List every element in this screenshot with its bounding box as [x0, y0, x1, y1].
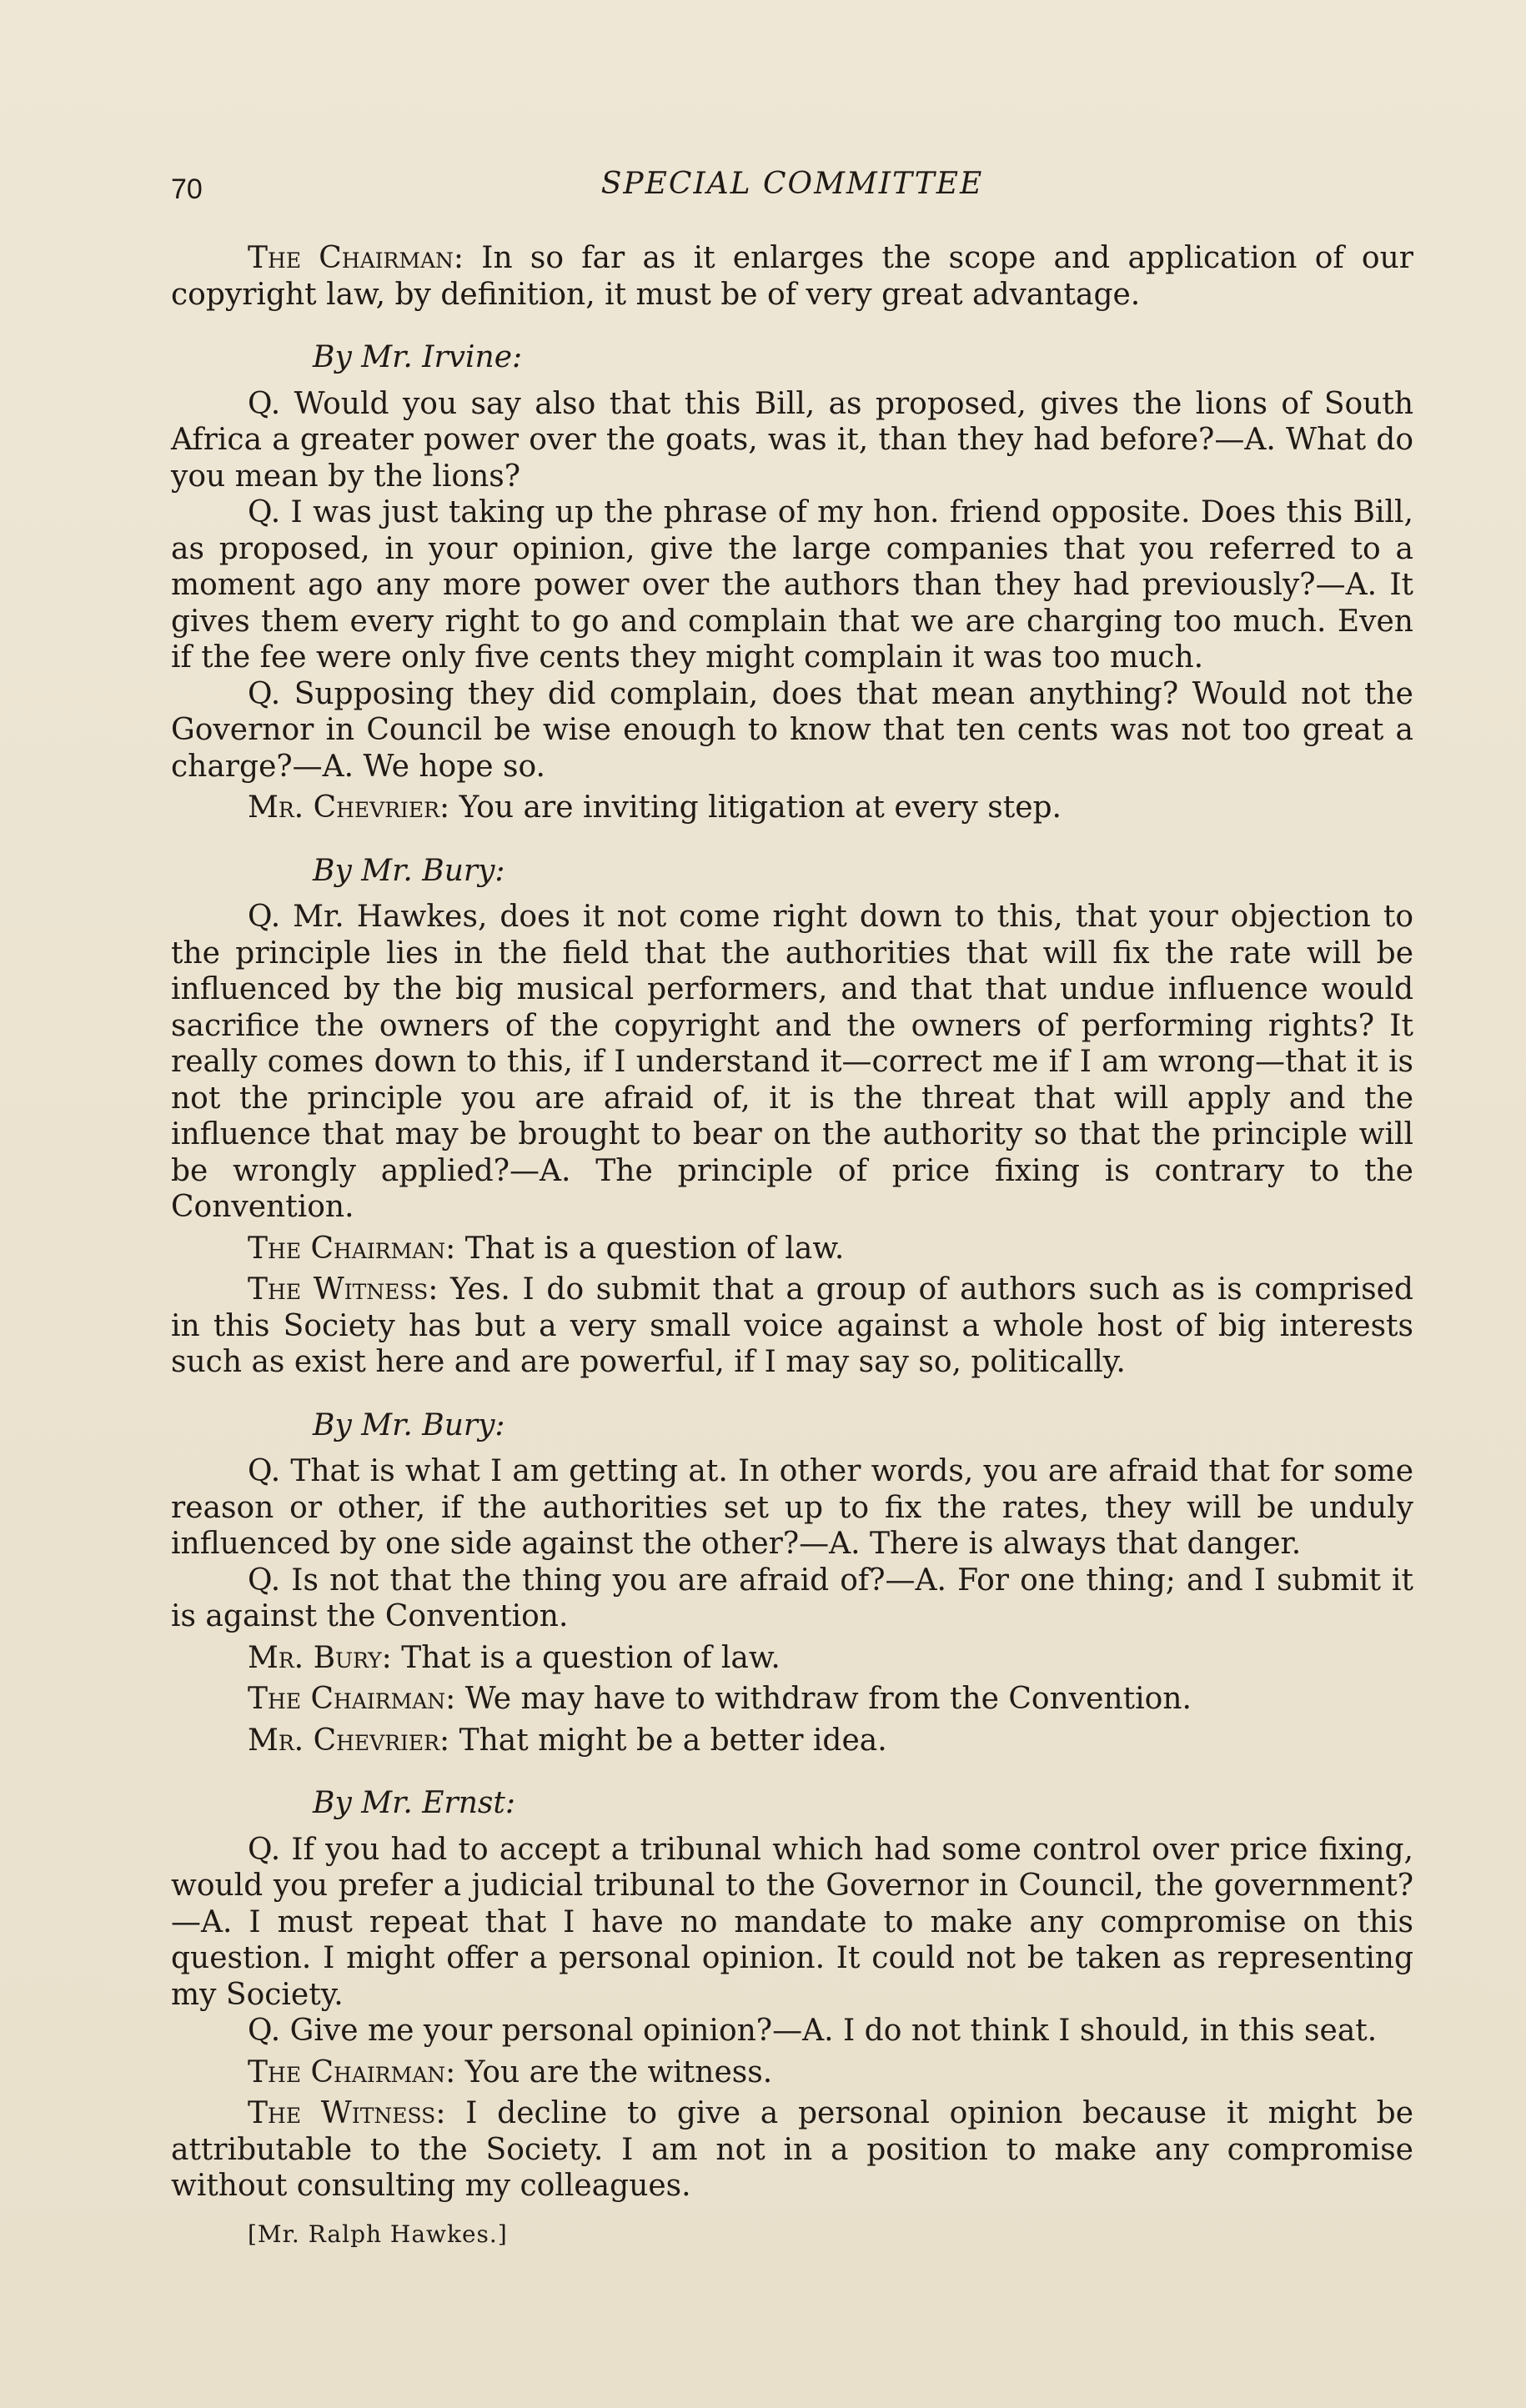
- speech-text: That is a question of law.: [401, 1640, 781, 1675]
- speaker-name: The Witness: [248, 1272, 429, 1307]
- running-title: SPECIAL COMMITTEE: [600, 167, 984, 201]
- speech-paragraph: The Chairman: In so far as it enlarges the scope and application of our copyright law, by definition, it must be of very great advantage.: [171, 241, 1413, 312]
- speaker-name: The Chairman: [248, 1682, 446, 1716]
- question-answer: Q. Is not that the thing you are afraid of?—A. For one thing; and I submit it is against the Convention.: [171, 1563, 1413, 1633]
- speaker-name: The Witness: [248, 2096, 436, 2130]
- byline: By Mr. Bury:: [313, 1407, 505, 1442]
- page-header: [171, 167, 1413, 217]
- speech-text: We may have to withdraw from the Convention.: [464, 1682, 1192, 1716]
- question-answer: Q. I was just taking up the phrase of my hon. friend opposite. Does this Bill, as proposed, in your opinion, give the large companies that you referred to a moment ago any more power over the authors than they had previously?—A. It gives them every right to go and complain that we are charging too much. Even if the fee were only five cents they might complain it was too much.: [171, 495, 1413, 675]
- speaker-name: Mr. Chevrier: [248, 1723, 439, 1758]
- byline: By Mr. Irvine:: [313, 340, 523, 374]
- speaker-name: The Chairman: [248, 2054, 446, 2089]
- speaker-name: Mr. Chevrier: [248, 790, 439, 825]
- question-answer: Q. Supposing they did complain, does that mean anything? Would not the Governor in Council be wise enough to know that ten cents was not too great a charge?—A. We hope so.: [171, 676, 1413, 784]
- speech-paragraph: Mr. Bury: That is a question of law.: [248, 1640, 781, 1675]
- question-answer: Q. Mr. Hawkes, does it not come right down to this, that your objection to the principle lies in the field that the authorities that will fix the rate will be influenced by the big musical performers, and that that undue influence would sacrifice the owners of the copyright and the owners of performing rights? It really comes down to this, if I understand it—correct me if I am wrong—that it is not the principle you are afraid of, it is the threat that will apply and the influence that may be brought to bear on the authority so that the principle will be wrongly applied?—A. The principle of price fixing is contrary to the Convention.: [171, 900, 1413, 1224]
- witness-footnote: [Mr. Ralph Hawkes.]: [248, 2220, 508, 2248]
- transcript-body: [171, 235, 1413, 2252]
- byline: By Mr. Ernst:: [313, 1786, 515, 1820]
- byline: By Mr. Bury:: [313, 853, 505, 888]
- speech-text: That might be a better idea.: [459, 1723, 887, 1758]
- speech-paragraph: The Witness: Yes. I do submit that a group of authors such as is comprised in this Society has but a very small voice against a whole host of big interests such as exist here and are powerful, if I may say so, politically.: [171, 1272, 1413, 1379]
- speaker-name: Mr. Bury: [248, 1640, 382, 1675]
- speech-paragraph: Mr. Chevrier: That might be a better idea.: [248, 1723, 887, 1758]
- speaker-name: The Chairman: [248, 241, 454, 275]
- page-number: 70: [171, 173, 203, 205]
- speech-text: That is a question of law.: [464, 1231, 845, 1266]
- question-answer: Q. That is what I am getting at. In other words, you are afraid that for some reason or other, if the authorities set up to fix the rates, they will be unduly influenced by one side against the other?—A. There is always that danger.: [171, 1454, 1413, 1561]
- speech-text: In so far as it enlarges the scope and application of our copyright law, by definition, it must be of very great advantage.: [171, 241, 1413, 312]
- question-answer: Q. Would you say also that this Bill, as proposed, gives the lions of South Africa a greater power over the goats, was it, than they had before?—A. What do you mean by the lions?: [171, 386, 1413, 494]
- speech-paragraph: The Witness: I decline to give a personal opinion because it might be attributable to the Society. I am not in a position to make any compromise without consulting my colleagues.: [171, 2096, 1414, 2203]
- speech-text: I decline to give a personal opinion because it might be attributable to the Society. I am not in a position to make any compromise without consulting my colleagues.: [171, 2096, 1414, 2203]
- speech-paragraph: Mr. Chevrier: You are inviting litigation at every step.: [248, 790, 1062, 825]
- question-answer: Q. If you had to accept a tribunal which had some control over price fixing, would you prefer a judicial tribunal to the Governor in Council, the government?—A. I must repeat that I have no mandate to make any compromise on this question. I might offer a personal opinion. It could not be taken as representing my Society.: [171, 1832, 1413, 2012]
- speech-paragraph: The Chairman: That is a question of law.: [248, 1231, 845, 1266]
- speech-paragraph: The Chairman: We may have to withdraw from the Convention.: [248, 1682, 1192, 1716]
- speech-text: Yes. I do submit that a group of authors such as is comprised in this Society has but a very small voice against a whole host of big interests such as exist here and are powerful, if I may say so, politically.: [171, 1272, 1413, 1379]
- speech-text: You are inviting litigation at every step.: [459, 790, 1062, 825]
- speech-text: You are the witness.: [464, 2054, 773, 2089]
- question-answer: Q. Give me your personal opinion?—A. I do not think I should, in this seat.: [248, 2014, 1378, 2048]
- speaker-name: The Chairman: [248, 1231, 446, 1266]
- speech-paragraph: The Chairman: You are the witness.: [248, 2054, 773, 2089]
